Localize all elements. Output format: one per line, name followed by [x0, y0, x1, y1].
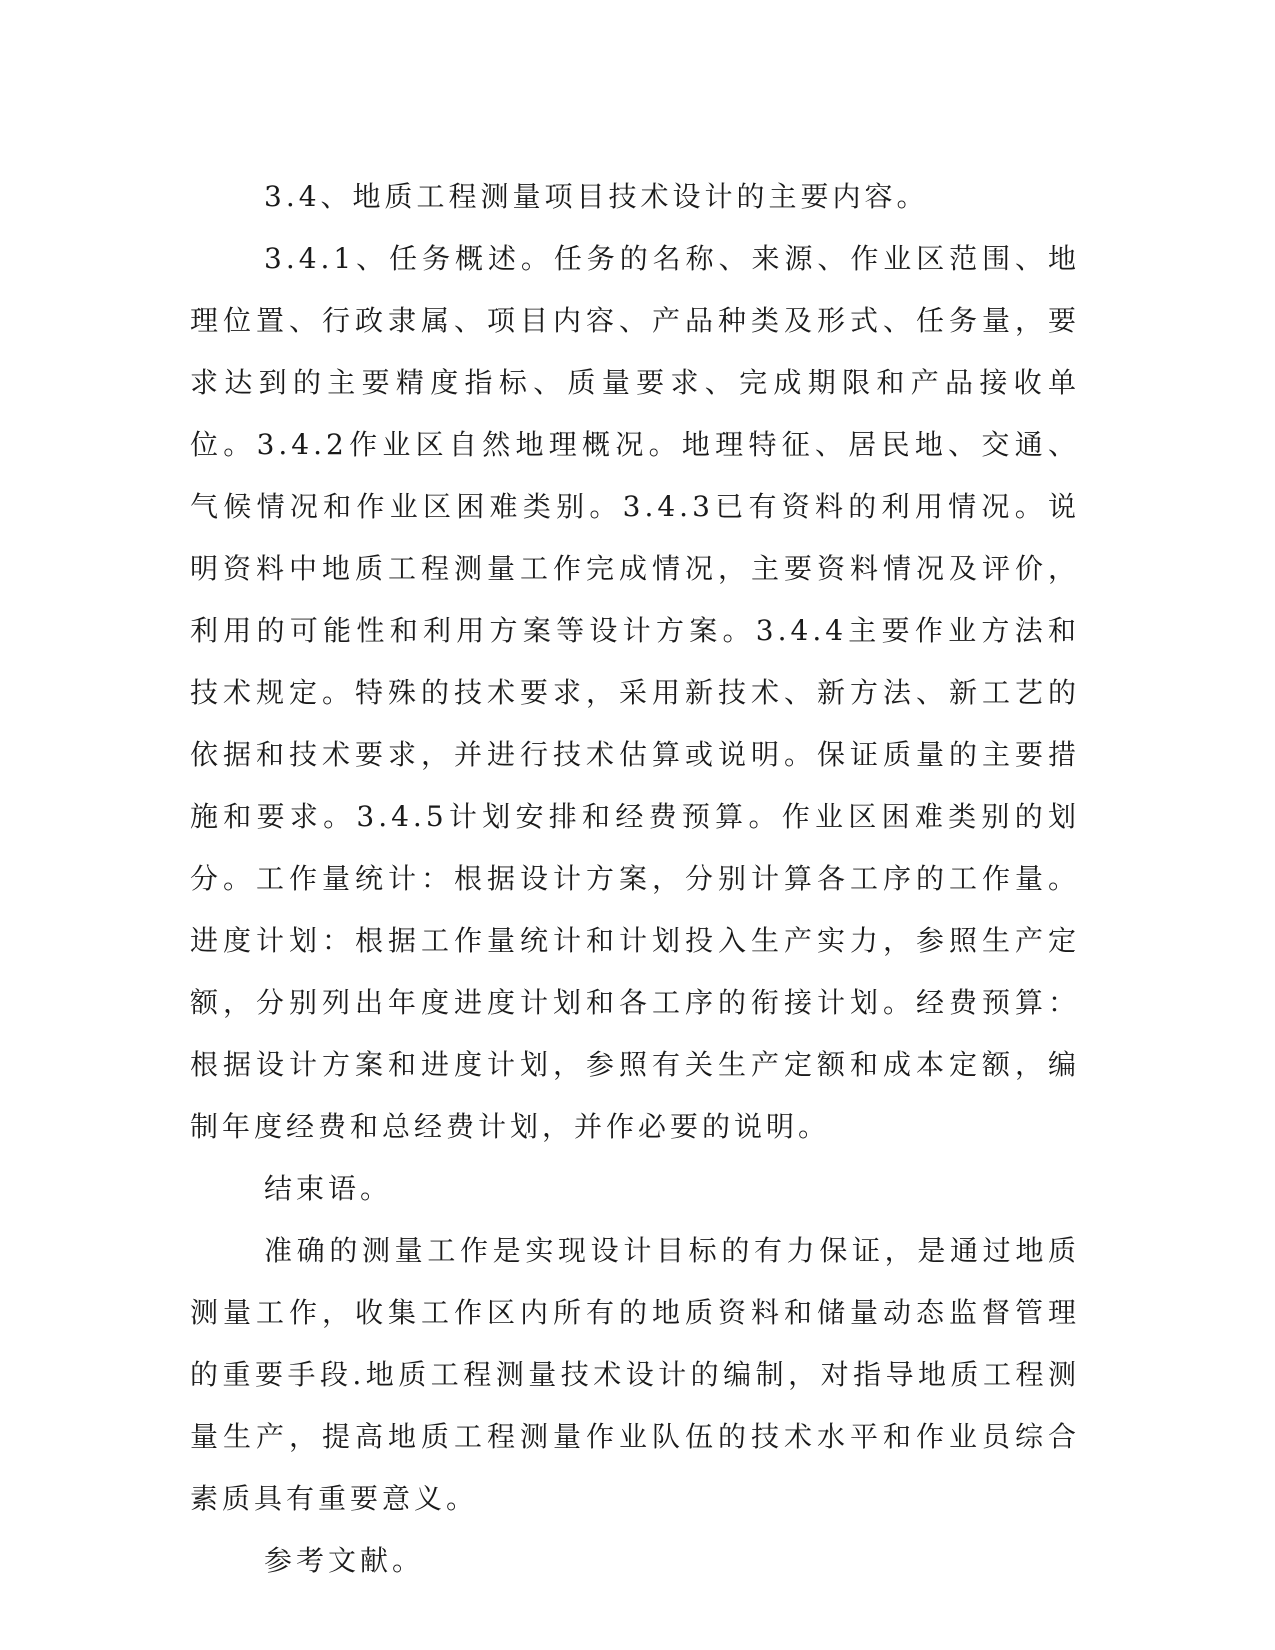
- section-heading-3-4: 3.4、地质工程测量项目技术设计的主要内容。: [264, 180, 929, 213]
- document-body: [190, 166, 1080, 1592]
- conclusion-body: 准确的测量工作是实现设计目标的有力保证，是通过地质测量工作，收集工作区内所有的地质资料和储量动态监督管理的重要手段.地质工程测量技术设计的编制，对指导地质工程测量生产，提高地质工程测量作业队伍的技术水平和作业员综合素质具有重要意义。: [190, 1234, 1080, 1515]
- section-body-3-4-1: 3.4.1、任务概述。任务的名称、来源、作业区范围、地理位置、行政隶属、项目内容、产品种类及形式、任务量，要求达到的主要精度指标、质量要求、完成期限和产品接收单位。3.4.2作业区自然地理概况。地理特征、居民地、交通、气候情况和作业区困难类别。3.4.3已有资料的利用情况。说明资料中地质工程测量工作完成情况，主要资料情况及评价，利用的可能性和利用方案等设计方案。3.4.4主要作业方法和技术规定。特殊的技术要求，采用新技术、新方法、新工艺的依据和技术要求，并进行技术估算或说明。保证质量的主要措施和要求。3.4.5计划安排和经费预算。作业区困难类别的划分。工作量统计：根据设计方案，分别计算各工序的工作量。进度计划：根据工作量统计和计划投入生产实力，参照生产定额，分别列出年度进度计划和各工序的衔接计划。经费预算：根据设计方案和进度计划，参照有关生产定额和成本定额，编制年度经费和总经费计划，并作必要的说明。: [190, 242, 1080, 1143]
- references-heading: 参考文献。: [264, 1544, 425, 1577]
- conclusion-heading: 结束语。: [264, 1172, 393, 1205]
